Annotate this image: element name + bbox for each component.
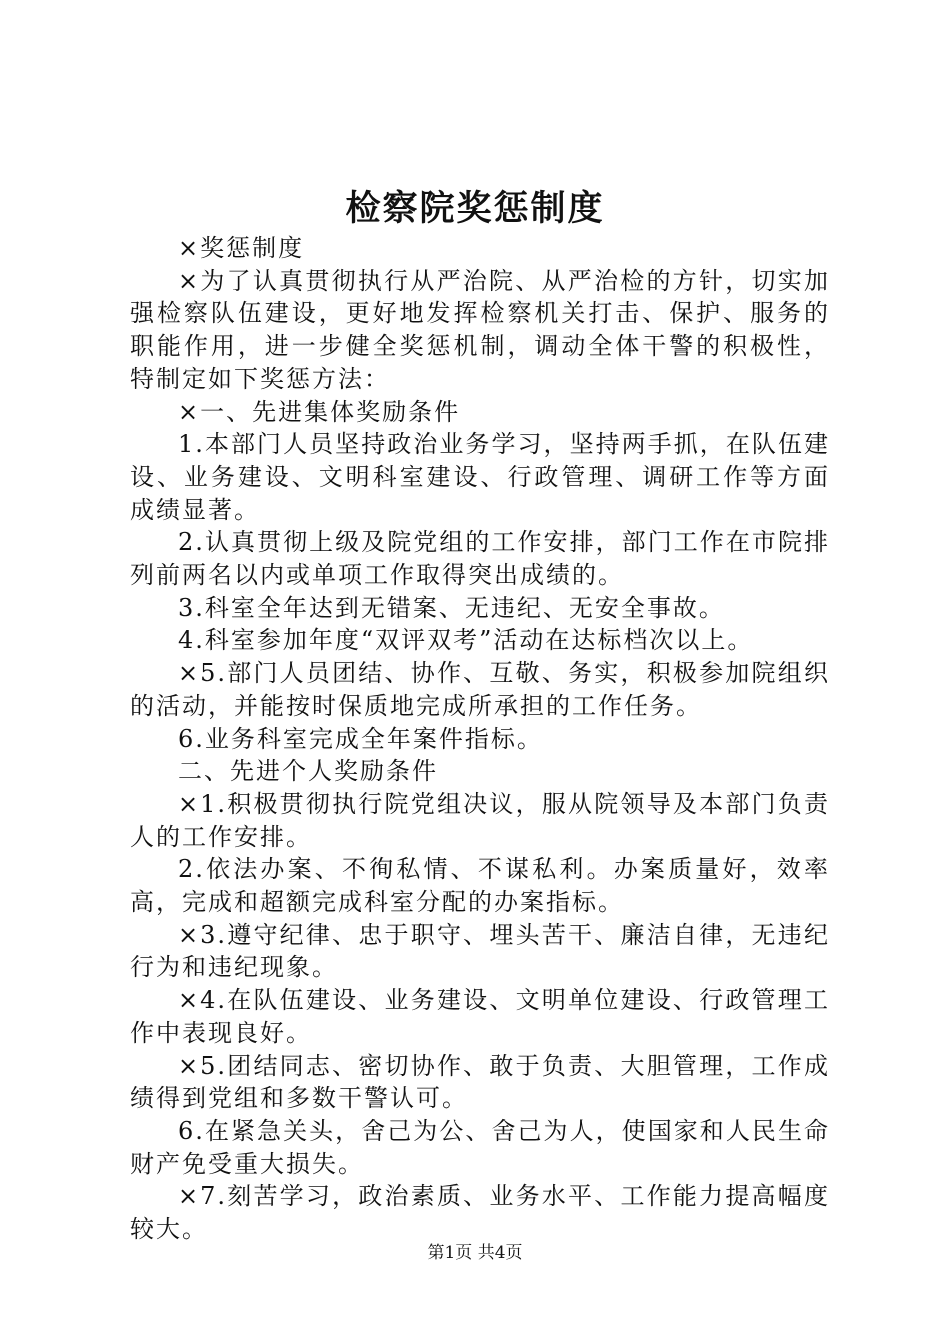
document-title: 检察院奖惩制度 [345,188,605,229]
paragraph: 二、先进个人奖励条件 [178,757,438,786]
paragraph: 6.在紧急关头，舍己为公、舍己为人，使国家和人民生命财产免受重大损失。 [130,1116,830,1178]
paragraph: 3.科室全年达到无错案、无违纪、无安全事故。 [178,593,725,622]
paragraph: ×为了认真贯彻执行从严治院、从严治检的方针，切实加强检察队伍建设，更好地发挥检察机关打击、保护、服务的职能作用，进一步健全奖惩机制，调动全体干警的积极性，特制定如下奖惩方法： [130,266,830,393]
paragraph: ×一、先进集体奖励条件 [178,397,461,426]
paragraph: ×1.积极贯彻执行院党组决议，服从院领导及本部门负责人的工作安排。 [130,789,830,851]
paragraph: ×5.团结同志、密切协作、敢于负责、大胆管理，工作成绩得到党组和多数干警认可。 [130,1051,830,1113]
paragraph: ×奖惩制度 [178,234,305,262]
paragraph: 6.业务科室完成全年案件指标。 [178,724,543,753]
page-footer [0,1241,950,1265]
paragraph: 1.本部门人员坚持政治业务学习，坚持两手抓，在队伍建设、业务建设、文明科室建设、行政管理、调研工作等方面成绩显著。 [130,430,830,524]
paragraph: ×4.在队伍建设、业务建设、文明单位建设、行政管理工作中表现良好。 [130,986,830,1047]
paragraph: ×5.部门人员团结、协作、互敬、务实，积极参加院组织的活动，并能按时保质地完成所承担的工作任务。 [130,659,830,720]
paragraph: 4.科室参加年度“双评双考”活动在达标档次以上。 [178,626,754,655]
paragraph: ×3.遵守纪律、忠于职守、埋头苦干、廉洁自律，无违纪行为和违纪现象。 [130,920,830,982]
paragraph: ×7.刻苦学习，政治素质、业务水平、工作能力提高幅度较大。 [130,1182,830,1244]
paragraph: 2.依法办案、不徇私情、不谋私利。办案质量好，效率高，完成和超额完成科室分配的办案指标。 [130,855,830,917]
page-indicator: 第1页 共4页 [427,1243,523,1263]
document-body [130,232,830,1246]
paragraph: 2.认真贯彻上级及院党组的工作安排，部门工作在市院排列前两名以内或单项工作取得突出成绩的。 [130,528,830,590]
